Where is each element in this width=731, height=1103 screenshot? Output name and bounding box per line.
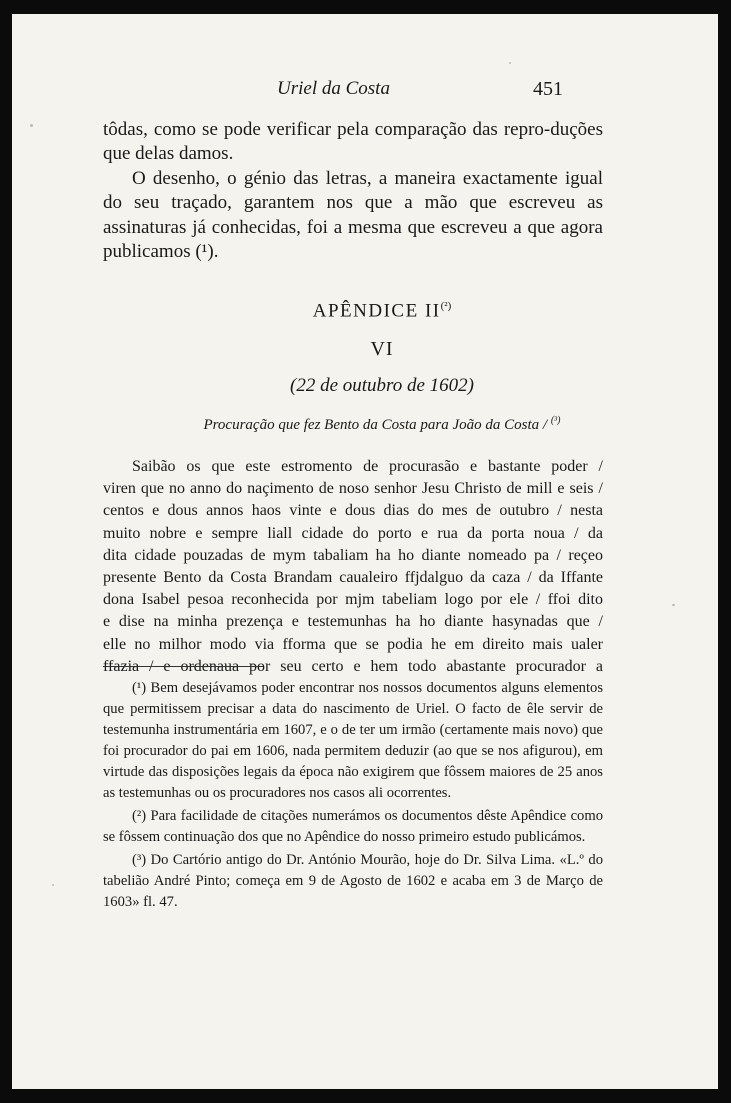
footnote xyxy=(103,678,603,804)
appendix-title xyxy=(12,300,718,322)
footnote-text: Do Cartório antigo do Dr. António Mourão, hoje do Dr. Silva Lima. «L.º do tabelião André Pinto; começa em 9 de Agosto de 1602 e acaba em 3 de Março de 1603» fl. 47. xyxy=(103,852,604,910)
transcription-line: ffazia / e ordenaua por seu certo e hem todo abastante procurador a xyxy=(103,657,603,675)
footnote xyxy=(103,806,603,848)
running-head: Uriel da Costa xyxy=(277,78,390,99)
footnote-marker: (¹) xyxy=(132,680,147,696)
footnote xyxy=(103,850,603,913)
document-subtitle xyxy=(12,415,718,434)
document-number: VI xyxy=(370,338,394,360)
transcription xyxy=(103,456,603,678)
appendix-title-note: (²) xyxy=(440,300,452,312)
transcription-line: centos e dous annos haos vinte e dous dias do mes de outubro / nesta xyxy=(103,502,603,520)
book-page xyxy=(12,14,718,1089)
document-subtitle-note: (³) xyxy=(550,415,561,426)
transcription-line: muito nobre e sempre liall cidade do porto e rua da porta noua / da xyxy=(103,524,603,542)
footnote-divider xyxy=(103,666,263,667)
page-header xyxy=(12,78,718,108)
transcription-line: dona Isabel pesoa reconhecida por mjm tabeliam logo por ele / ffoi dito xyxy=(103,591,603,609)
footnote-text: Para facilidade de citações numerámos os documentos dêste Apêndice como se fôssem continuação dos que no Apêndice do nosso primeiro estudo publicámos. xyxy=(103,808,603,845)
body-paragraph: tôdas, como se pode verificar pela comparação das repro-duções que delas damos. xyxy=(103,119,603,165)
body-paragraph: O desenho, o génio das letras, a maneira exactamente igual do seu traçado, garantem nos que a mão que escreveu as assinaturas já conhecidas, foi a mesma que escreveu a que agora publicamos (¹). xyxy=(103,167,603,263)
page-number: 451 xyxy=(533,78,563,100)
transcription-line: dita cidade pouzadas de mym tabaliam ha ho diante nomeado pa / reçeo xyxy=(103,546,603,564)
document-date: (22 de outubro de 1602) xyxy=(290,375,474,396)
document-subtitle-text: Procuração que fez Bento da Costa para João da Costa / xyxy=(203,417,548,433)
footnote-marker: (³) xyxy=(132,852,147,868)
transcription-line: elle no milhor modo via fforma que se podia he em direito mais ualer xyxy=(103,635,603,653)
appendix-title-text: APÊNDICE II xyxy=(312,300,441,322)
transcription-line: viren que no anno do naçimento de noso senhor Jesu Christo de mill e seis / xyxy=(103,480,603,498)
body-text xyxy=(103,118,603,264)
transcription-line: e dise na minha prezença e testemunhas ha ho diante hasynadas que / xyxy=(103,613,603,631)
transcription-line: Saibão os que este estromento de procurasão e bastante poder / xyxy=(132,458,603,475)
footnote-text: Bem desejávamos poder encontrar nos nossos documentos alguns elementos que permitissem precisar a data do nascimento de Uriel. O facto de êle servir de testemunha instrumentária em 1607, e o de ter um irmão (certamente mais novo) que foi procurador do pai em 1606, nada permitem deduzir (ao que se nos afigurou), em virtude das disposições legais da época não exigirem que fôssem maiores de 25 anos as testemunhas ou os procuradores nos casos ali ocorrentes. xyxy=(103,680,603,801)
transcription-line: presente Bento da Costa Brandam caualeiro ffjdalguo da caza / da Iffante xyxy=(103,568,603,586)
footnote-marker: (²) xyxy=(132,808,147,824)
footnotes xyxy=(103,678,603,915)
